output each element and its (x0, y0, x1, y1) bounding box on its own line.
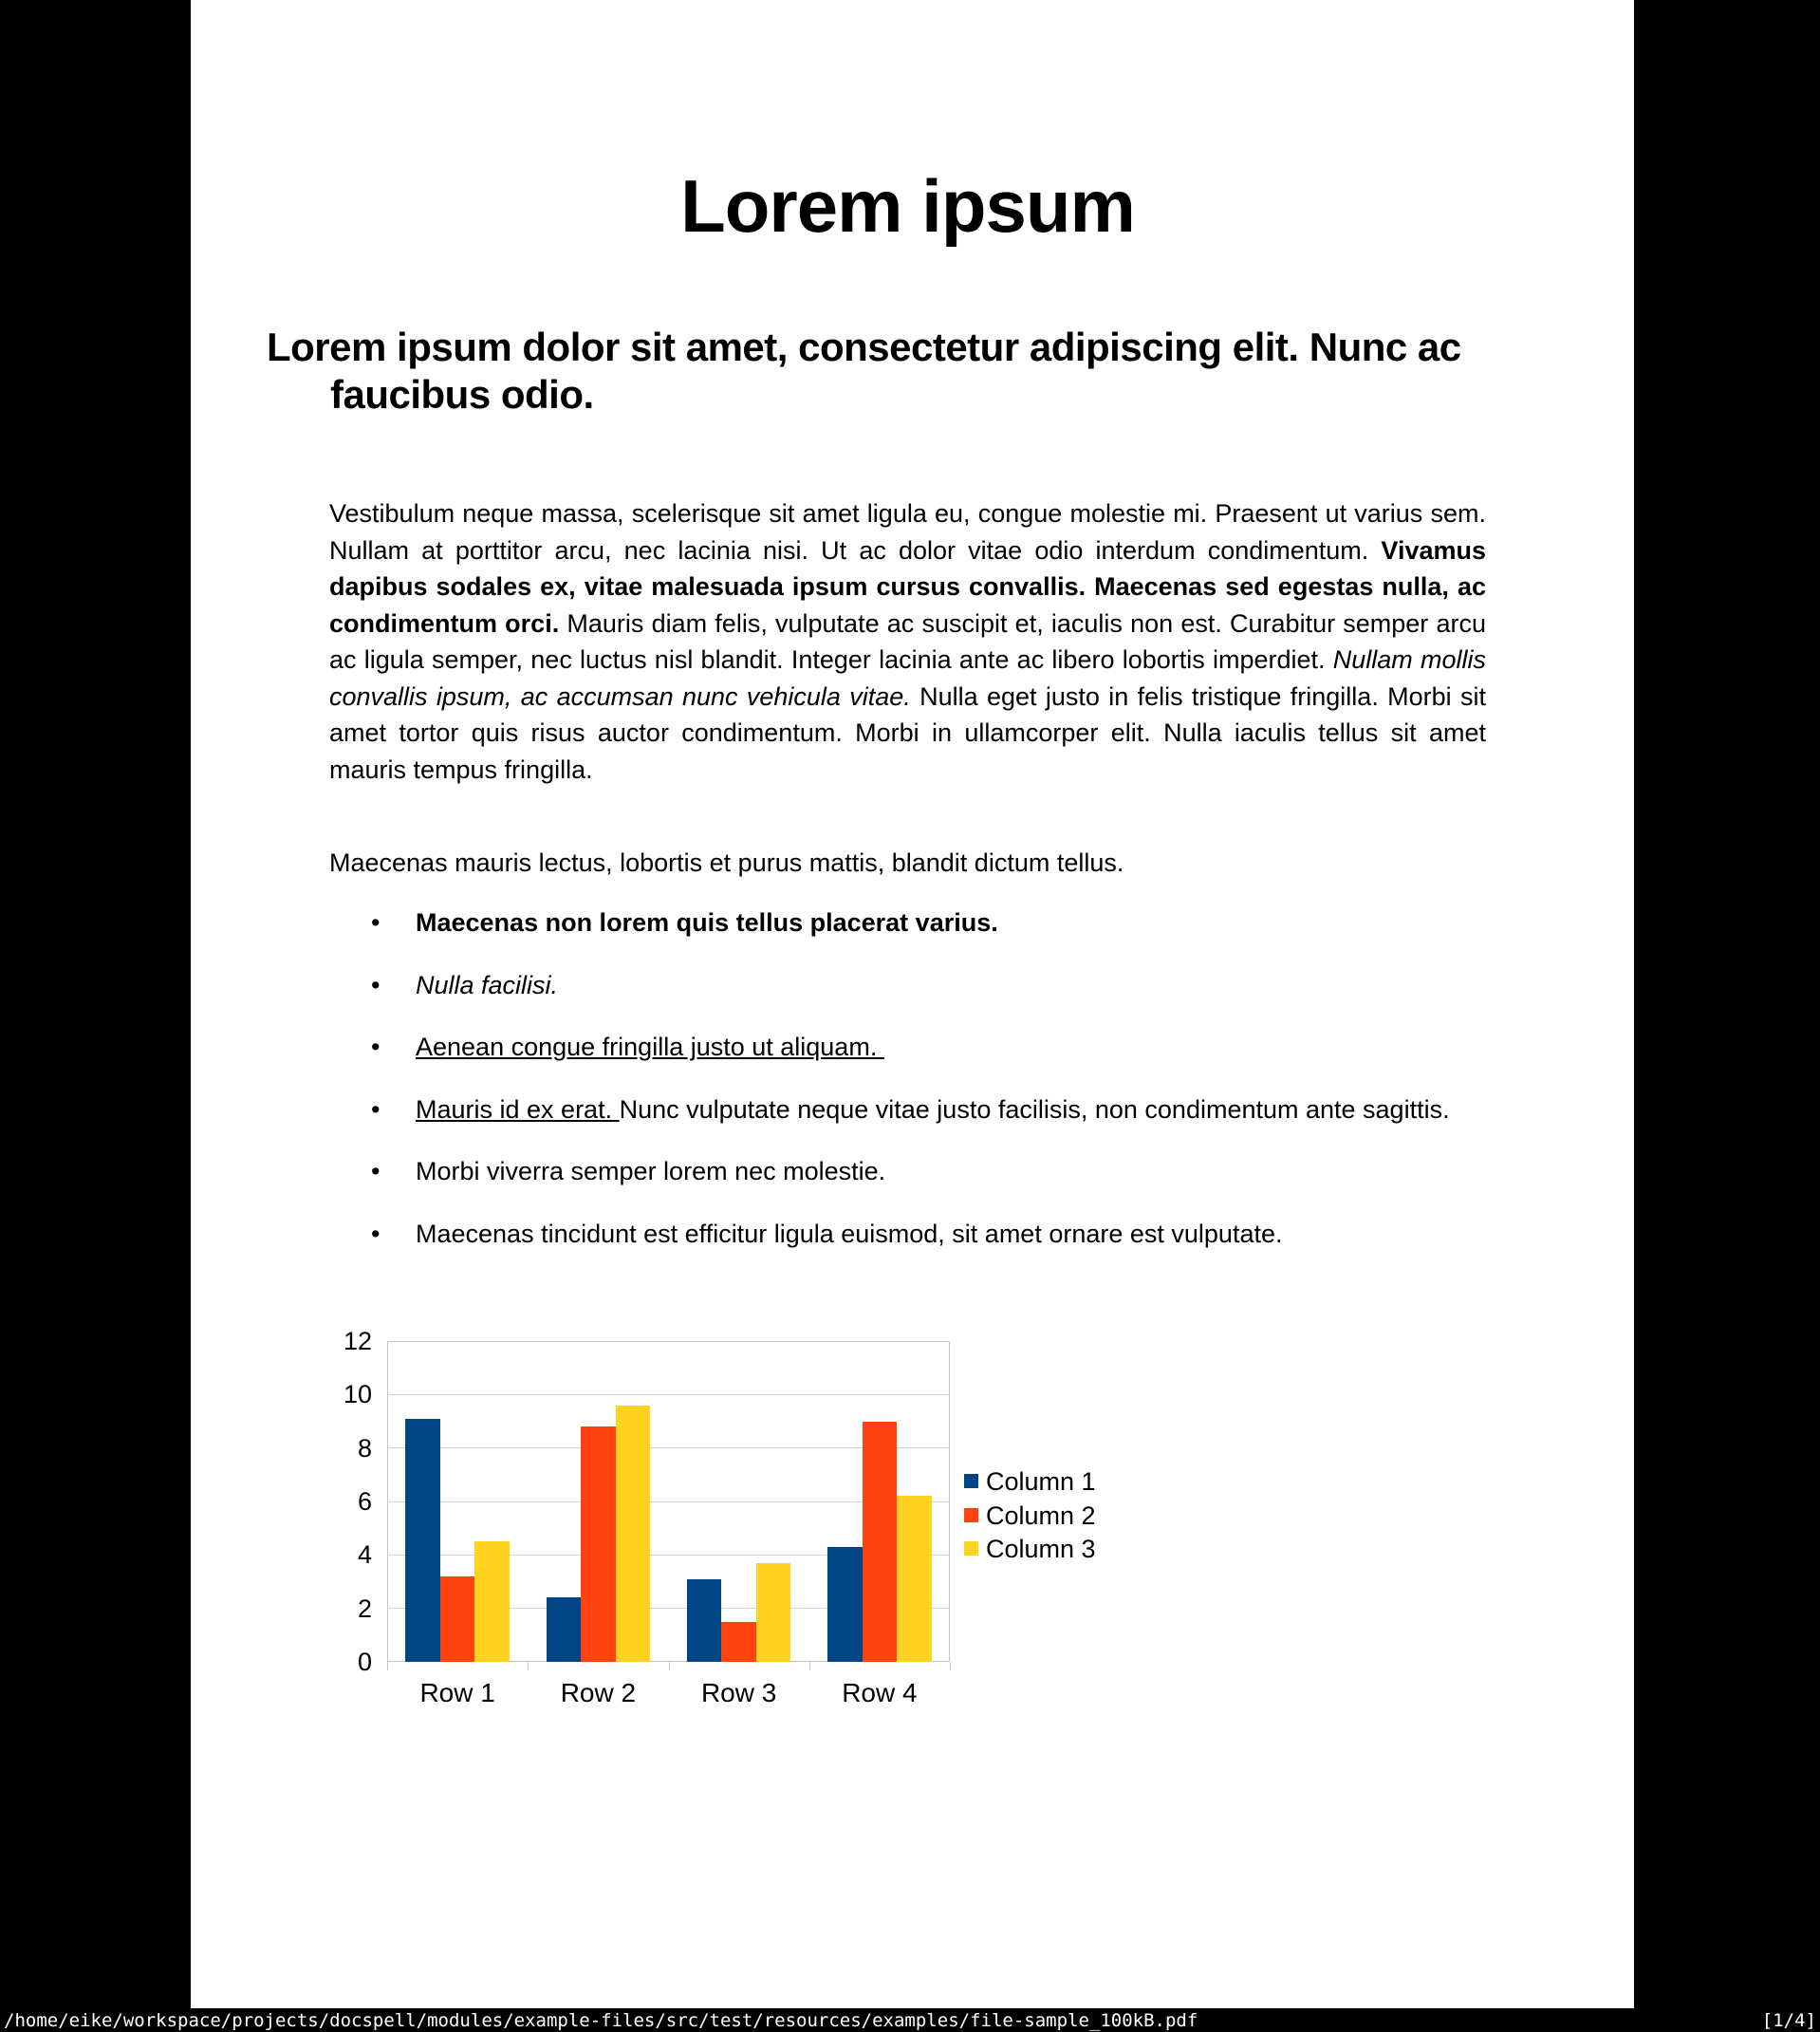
text-segment: Nullam mollis convallis ipsum, ac accumsan nunc vehicula vitae. (329, 645, 1486, 711)
bar (756, 1563, 791, 1662)
legend-label: Column 3 (986, 1535, 1096, 1564)
bar (687, 1579, 722, 1662)
document-heading: Lorem ipsum dolor sit amet, consectetur adipiscing elit. Nunc ac faucibus odio. (267, 325, 1461, 417)
bar-chart (191, 0, 1634, 2008)
y-tick-label: 0 (357, 1648, 372, 1676)
legend-label: Column 2 (986, 1501, 1096, 1530)
text-segment: Nunc vulputate neque vitae justo facilisis, non condimentum ante sagittis. (619, 1094, 1450, 1124)
text-segment: Mauris id ex erat. (416, 1094, 620, 1124)
bullet-icon: • (371, 1094, 381, 1124)
bar (897, 1496, 932, 1662)
y-tick-label: 6 (357, 1487, 372, 1516)
bar (547, 1597, 582, 1662)
text-segment: Vivamus dapibus sodales ex, vitae malesuada ipsum cursus convallis. Maecenas sed egestas nulla, ac condimentum orci. (329, 535, 1486, 638)
x-axis-tick (669, 1662, 670, 1670)
x-category-label: Row 4 (842, 1678, 918, 1707)
x-axis-tick (809, 1662, 810, 1670)
x-axis-tick (528, 1662, 529, 1670)
statusbar (0, 2008, 1820, 2032)
legend-label: Column 1 (986, 1467, 1096, 1496)
document-page (191, 0, 1634, 2008)
statusbar-page-indicator: [1/4] (1761, 2009, 1816, 2031)
text-segment: Vestibulum neque massa, scelerisque sit amet ligula eu, congue molestie mi. Praesent ut varius sem. Nullam at porttitor arcu, nec lacinia nisi. Ut ac dolor vitae odio interdum condimentum. (329, 499, 1486, 565)
x-axis-tick (387, 1662, 388, 1670)
bar (616, 1406, 651, 1662)
text-segment: Nulla facilisi. (416, 970, 559, 999)
y-tick-label: 12 (343, 1327, 372, 1355)
gridline (387, 1394, 950, 1395)
bar (863, 1422, 898, 1663)
bullet-icon: • (371, 970, 381, 999)
bullet-icon: • (371, 1219, 381, 1248)
document-title: Lorem ipsum (680, 164, 1135, 248)
x-category-label: Row 2 (560, 1678, 637, 1707)
text-segment: Morbi viverra semper lorem nec molestie. (416, 1157, 886, 1185)
x-axis-tick (950, 1662, 951, 1670)
legend-swatch (964, 1474, 978, 1488)
legend-swatch (964, 1541, 978, 1556)
list-intro-line: Maecenas mauris lectus, lobortis et purus mattis, blandit dictum tellus. (329, 848, 1124, 877)
legend-swatch (964, 1508, 978, 1522)
y-tick-label: 8 (357, 1433, 372, 1463)
statusbar-file-path: /home/eike/workspace/projects/docspell/modules/example-files/src/test/resources/examples/file-sample_100kB.pdf (4, 2009, 1198, 2031)
text-segment: Maecenas tincidunt est efficitur ligula euismod, sit amet ornare est vulputate. (416, 1219, 1283, 1248)
text-segment: Mauris diam felis, vulputate ac suscipit et, iaculis non est. Curabitur semper arcu ac ligula semper, nec luctus nisl blandit. Integer lacinia ante ac libero lobortis imperdiet. (329, 608, 1486, 674)
bullet-icon: • (371, 908, 381, 937)
y-tick-label: 4 (357, 1540, 372, 1570)
bullet-icon: • (371, 1033, 381, 1061)
bar (721, 1622, 756, 1662)
y-tick-label: 10 (343, 1380, 372, 1409)
bar (581, 1426, 616, 1662)
text-segment: Maecenas non lorem quis tellus placerat varius. (416, 908, 998, 937)
bar (474, 1541, 510, 1662)
text-segment: Nulla eget justo in felis tristique fringilla. Morbi sit amet tortor quis risus auctor condimentum. Morbi in ullamcorper elit. Nulla iaculis tellus sit amet mauris tempus fringilla. (329, 681, 1486, 784)
bar (827, 1547, 863, 1662)
bullet-icon: • (371, 1157, 381, 1185)
text-segment: Aenean congue fringilla justo ut aliquam. (416, 1033, 884, 1061)
bar (405, 1419, 440, 1662)
x-category-label: Row 1 (419, 1678, 495, 1707)
x-category-label: Row 3 (700, 1678, 777, 1707)
y-tick-label: 2 (357, 1594, 372, 1623)
bar (440, 1576, 475, 1662)
